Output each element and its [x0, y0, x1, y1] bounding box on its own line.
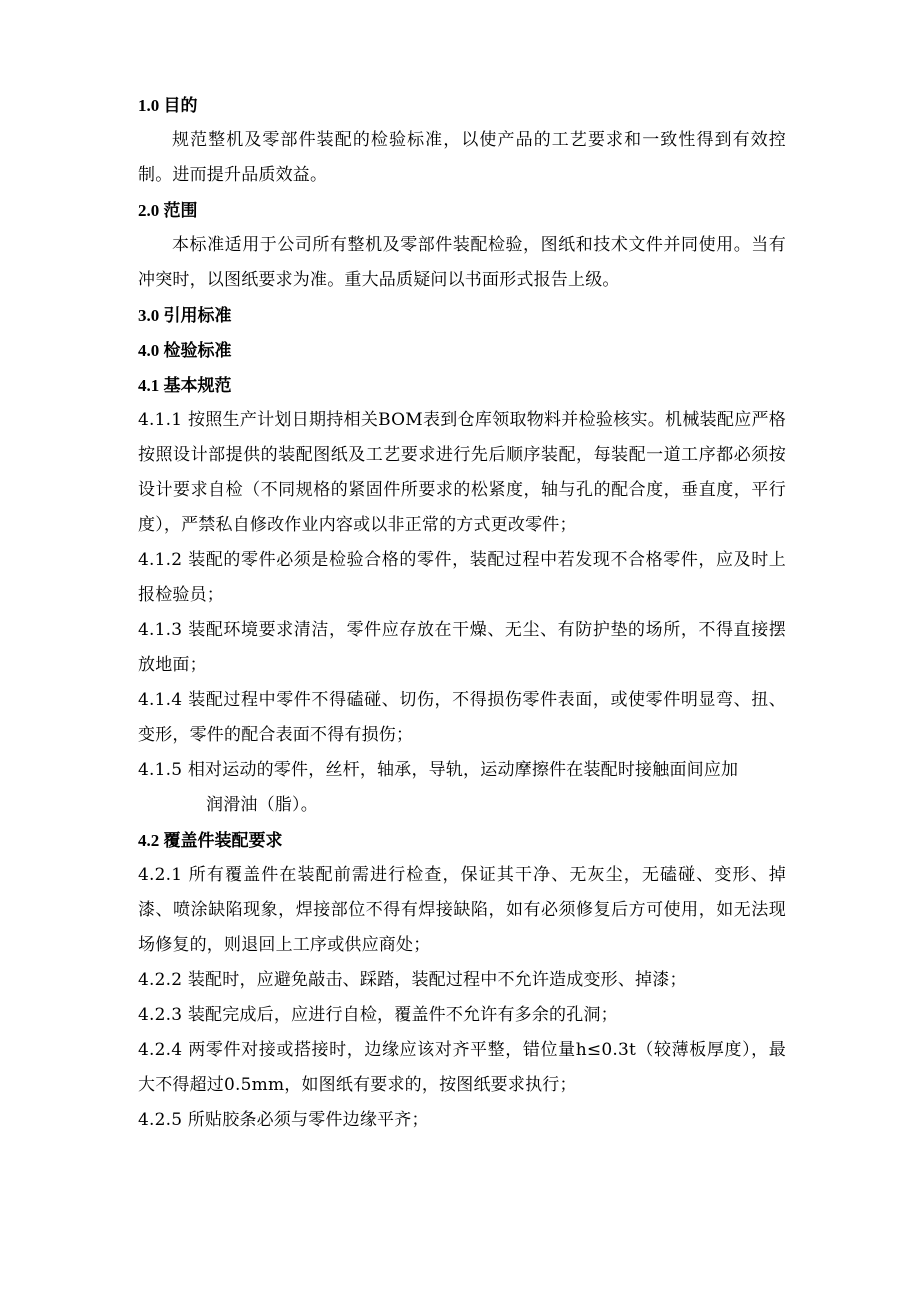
clause-4-2-1: 4.2.1 所有覆盖件在装配前需进行检查，保证其干净、无灰尘，无磕碰、变形、掉漆、喷涂缺陷现象，焊接部位不得有焊接缺陷，如有必须修复后方可使用，如无法现场修复的，则退回上工序或供应商处； — [138, 865, 786, 955]
document-page — [138, 88, 786, 1138]
clause-4-1-4: 4.1.4 装配过程中零件不得磕碰、切伤，不得损伤零件表面，或使零件明显弯、扭、变形，零件的配合表面不得有损伤； — [138, 690, 786, 745]
section-heading-inspection-standards: 4.0 检验标准 — [138, 341, 232, 360]
clause-4-1-5-continuation: 润滑油（脂）。 — [206, 795, 318, 815]
clause-4-2-3: 4.2.3 装配完成后，应进行自检，覆盖件不允许有多余的孔洞； — [138, 1005, 618, 1025]
section-heading-references: 3.0 引用标准 — [138, 306, 232, 325]
clause-4-2-2: 4.2.2 装配时，应避免敲击、踩踏，装配过程中不允许造成变形、掉漆； — [138, 970, 687, 990]
section-heading-purpose: 1.0 目的 — [138, 96, 198, 115]
paragraph-purpose: 规范整机及零部件装配的检验标准，以使产品的工艺要求和一致性得到有效控制。进而提升品质效益。 — [138, 130, 786, 185]
paragraph-scope: 本标准适用于公司所有整机及零部件装配检验，图纸和技术文件并同使用。当有冲突时，以图纸要求为准。重大品质疑问以书面形式报告上级。 — [138, 235, 786, 290]
clause-4-2-5: 4.2.5 所贴胶条必须与零件边缘平齐； — [138, 1110, 429, 1130]
section-heading-scope: 2.0 范围 — [138, 201, 198, 220]
clause-4-1-1: 4.1.1 按照生产计划日期持相关BOM表到仓库领取物料并检验核实。机械装配应严格按照设计部提供的装配图纸及工艺要求进行先后顺序装配，每装配一道工序都必须按设计要求自检（不同规格的紧固件所要求的松紧度，轴与孔的配合度，垂直度，平行度），严禁私自修改作业内容或以非正常的方式更改零件； — [138, 410, 786, 535]
subsection-heading-cover-assembly: 4.2 覆盖件装配要求 — [138, 831, 283, 850]
clause-4-1-3: 4.1.3 装配环境要求清洁，零件应存放在干燥、无尘、有防护垫的场所，不得直接摆放地面； — [138, 620, 786, 675]
clause-4-1-2: 4.1.2 装配的零件必须是检验合格的零件，装配过程中若发现不合格零件，应及时上报检验员； — [138, 550, 786, 605]
clause-4-1-5: 4.1.5 相对运动的零件，丝杆，轴承，导轨，运动摩擦件在装配时接触面间应加 — [138, 760, 739, 780]
clause-4-2-4: 4.2.4 两零件对接或搭接时，边缘应该对齐平整，错位量h≤0.3t（较薄板厚度），最大不得超过0.5mm，如图纸有要求的，按图纸要求执行； — [138, 1040, 786, 1095]
subsection-heading-basic-rules: 4.1 基本规范 — [138, 376, 232, 395]
